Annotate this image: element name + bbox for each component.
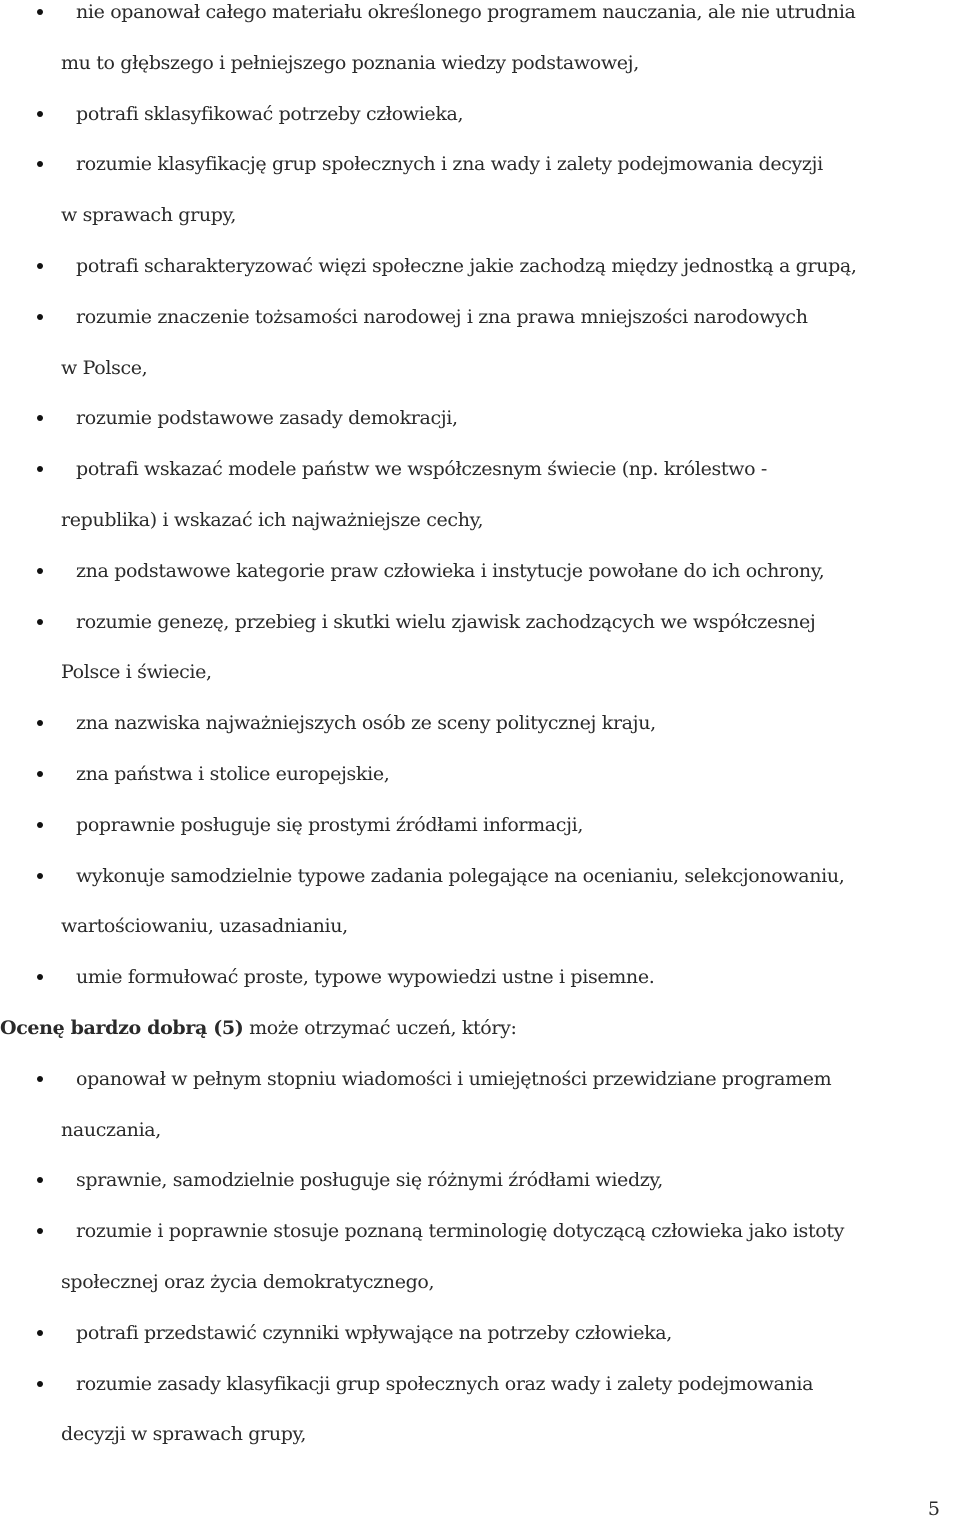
bullet-icon: [37, 1330, 43, 1336]
list-item-text: potrafi scharakteryzować więzi społeczne jakie zachodzą między jednostką a grupą,: [76, 255, 857, 277]
list-item-text: potrafi przedstawić czynniki wpływające na potrzeby człowieka,: [76, 1321, 672, 1344]
list-item-continuation: społecznej oraz życia demokratycznego,: [61, 1271, 435, 1293]
bullet-icon: [37, 415, 43, 421]
list-item-text: opanował w pełnym stopniu wiadomości i umiejętności przewidziane programem: [76, 1067, 832, 1090]
list-item-text: zna podstawowe kategorie praw człowieka i instytucje powołane do ich ochrony,: [76, 559, 825, 582]
bullet-icon: [37, 263, 43, 269]
list-item-text: wykonuje samodzielnie typowe zadania polegające na ocenianiu, selekcjonowaniu,: [76, 864, 845, 887]
list-item-continuation: Polsce i świecie,: [61, 661, 212, 684]
bullet-icon: [37, 771, 43, 777]
list-item-text: rozumie i poprawnie stosuje poznaną terminologię dotyczącą człowieka jako istoty: [76, 1220, 844, 1243]
grade-heading-bold: Ocenę bardzo dobrą (5): [0, 1017, 244, 1039]
bullet-icon: [37, 974, 43, 980]
bullet-icon: [37, 619, 43, 625]
bullet-icon: [37, 720, 43, 726]
list-item-text: sprawnie, samodzielnie posługuje się różnymi źródłami wiedzy,: [76, 1169, 663, 1192]
bullet-icon: [37, 1177, 43, 1183]
bullet-icon: [37, 1381, 43, 1387]
list-item-text: zna nazwiska najważniejszych osób ze sceny politycznej kraju,: [76, 712, 656, 735]
bullet-icon: [37, 568, 43, 574]
list-item-text: zna państwa i stolice europejskie,: [76, 763, 390, 785]
bullet-icon: [37, 822, 43, 828]
list-item-text: umie formułować proste, typowe wypowiedzi ustne i pisemne.: [76, 966, 655, 989]
list-item-text: rozumie znaczenie tożsamości narodowej i zna prawa mniejszości narodowych: [76, 305, 808, 328]
list-item-text: nie opanował całego materiału określonego programem nauczania, ale nie utrudnia: [76, 1, 856, 23]
list-item-text: rozumie genezę, przebieg i skutki wielu zjawisk zachodzących we współczesnej: [76, 610, 816, 633]
list-item-text: rozumie klasyfikację grup społecznych i zna wady i zalety podejmowania decyzji: [76, 153, 823, 176]
bullet-icon: [37, 466, 43, 472]
list-item-continuation: w sprawach grupy,: [61, 204, 237, 227]
list-item-continuation: w Polsce,: [61, 356, 148, 379]
bullet-icon: [37, 1076, 43, 1082]
list-item-text: poprawnie posługuje się prostymi źródłami informacji,: [76, 813, 584, 836]
list-item-text: potrafi wskazać modele państw we współczesnym świecie (np. królestwo -: [76, 458, 767, 481]
list-item-text: potrafi sklasyfikować potrzeby człowieka,: [76, 102, 464, 125]
bullet-icon: [37, 314, 43, 320]
list-item-continuation: nauczania,: [61, 1118, 161, 1141]
bullet-icon: [37, 161, 43, 167]
grade-heading-very-good: [0, 1016, 517, 1040]
bullet-icon: [37, 111, 43, 117]
list-item-continuation: republika) i wskazać ich najważniejsze cechy,: [61, 509, 484, 531]
bullet-icon: [37, 1228, 43, 1234]
list-item-continuation: mu to głębszego i pełniejszego poznania wiedzy podstawowej,: [61, 51, 639, 74]
list-item-continuation: wartościowaniu, uzasadnianiu,: [61, 915, 348, 938]
grade-heading-rest: może otrzymać uczeń, który:: [243, 1017, 517, 1039]
bullet-icon: [37, 873, 43, 879]
bullet-icon: [37, 9, 43, 15]
list-item-continuation: decyzji w sprawach grupy,: [61, 1423, 307, 1446]
list-item-text: rozumie podstawowe zasady demokracji,: [76, 407, 458, 430]
list-item-text: rozumie zasady klasyfikacji grup społecznych oraz wady i zalety podejmowania: [76, 1372, 814, 1395]
page-number: 5: [927, 1498, 940, 1520]
